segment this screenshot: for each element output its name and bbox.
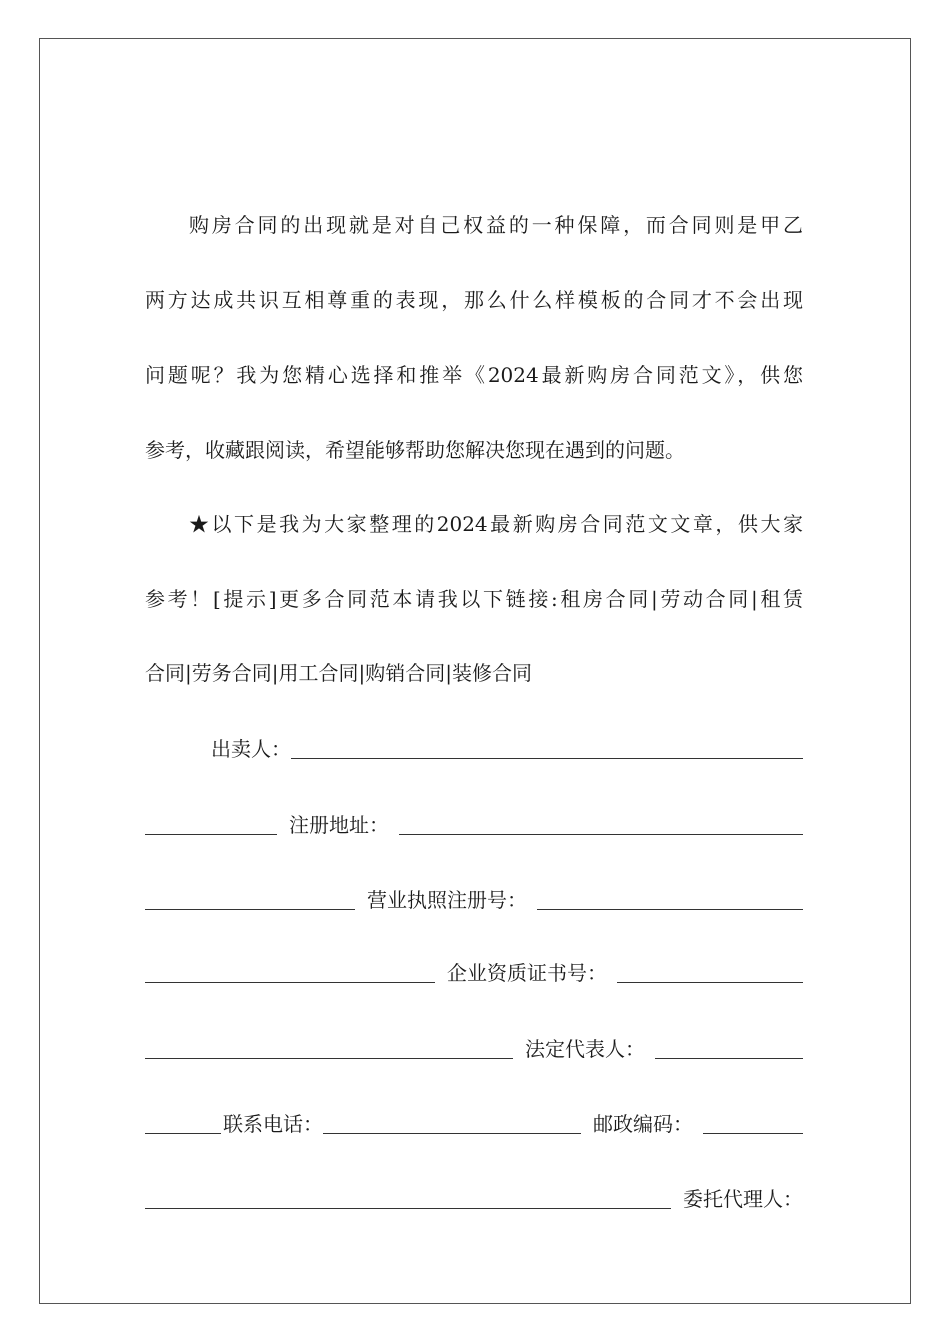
seller-blank <box>291 758 803 759</box>
license-row <box>145 885 803 915</box>
seller-label: 出卖人： <box>211 737 291 761</box>
qualification-blank-cont <box>145 1058 513 1059</box>
notice-line-2: 参考！[提示]更多合同范本请我以下链接:租房合同|劳动合同|租赁 <box>145 587 803 611</box>
intro-line-1: 购房合同的出现就是对自己权益的一种保障，而合同则是甲乙 <box>189 213 803 237</box>
intro-line-3: 问题呢？我为您精心选择和推举《2024最新购房合同范文》，供您 <box>145 363 803 387</box>
qualification-row <box>145 958 803 988</box>
intro-line-4: 参考，收藏跟阅读，希望能够帮助您解决您现在遇到的问题。 <box>145 438 685 462</box>
postcode-label: 邮政编码： <box>593 1112 693 1136</box>
address-label: 注册地址： <box>289 813 389 837</box>
seller-row <box>145 734 803 764</box>
qualification-label: 企业资质证书号： <box>447 961 607 985</box>
phone-label: 联系电话： <box>223 1112 323 1136</box>
address-row <box>145 810 803 840</box>
address-blank <box>399 834 803 835</box>
agent-row <box>145 1184 803 1214</box>
license-label: 营业执照注册号： <box>367 888 527 912</box>
notice-line-3: 合同|劳务合同|用工合同|购销合同|装修合同 <box>145 661 532 685</box>
seller-blank-cont <box>145 834 277 835</box>
postcode-blank <box>703 1133 803 1134</box>
legal-rep-blank-cont <box>145 1133 221 1134</box>
phone-blank <box>323 1133 581 1134</box>
address-blank-cont <box>145 909 355 910</box>
intro-line-2: 两方达成共识互相尊重的表现，那么什么样模板的合同才不会出现 <box>145 288 803 312</box>
license-blank <box>537 909 803 910</box>
legal-rep-blank <box>655 1058 803 1059</box>
notice-line-1: ★以下是我为大家整理的2024最新购房合同范文文章，供大家 <box>189 512 803 536</box>
legal-rep-row <box>145 1034 803 1064</box>
legal-rep-label: 法定代表人： <box>525 1037 645 1061</box>
qualification-blank <box>617 982 803 983</box>
postcode-blank-cont <box>145 1208 671 1209</box>
agent-label: 委托代理人： <box>683 1187 803 1211</box>
phone-row <box>145 1109 803 1139</box>
license-blank-cont <box>145 982 435 983</box>
